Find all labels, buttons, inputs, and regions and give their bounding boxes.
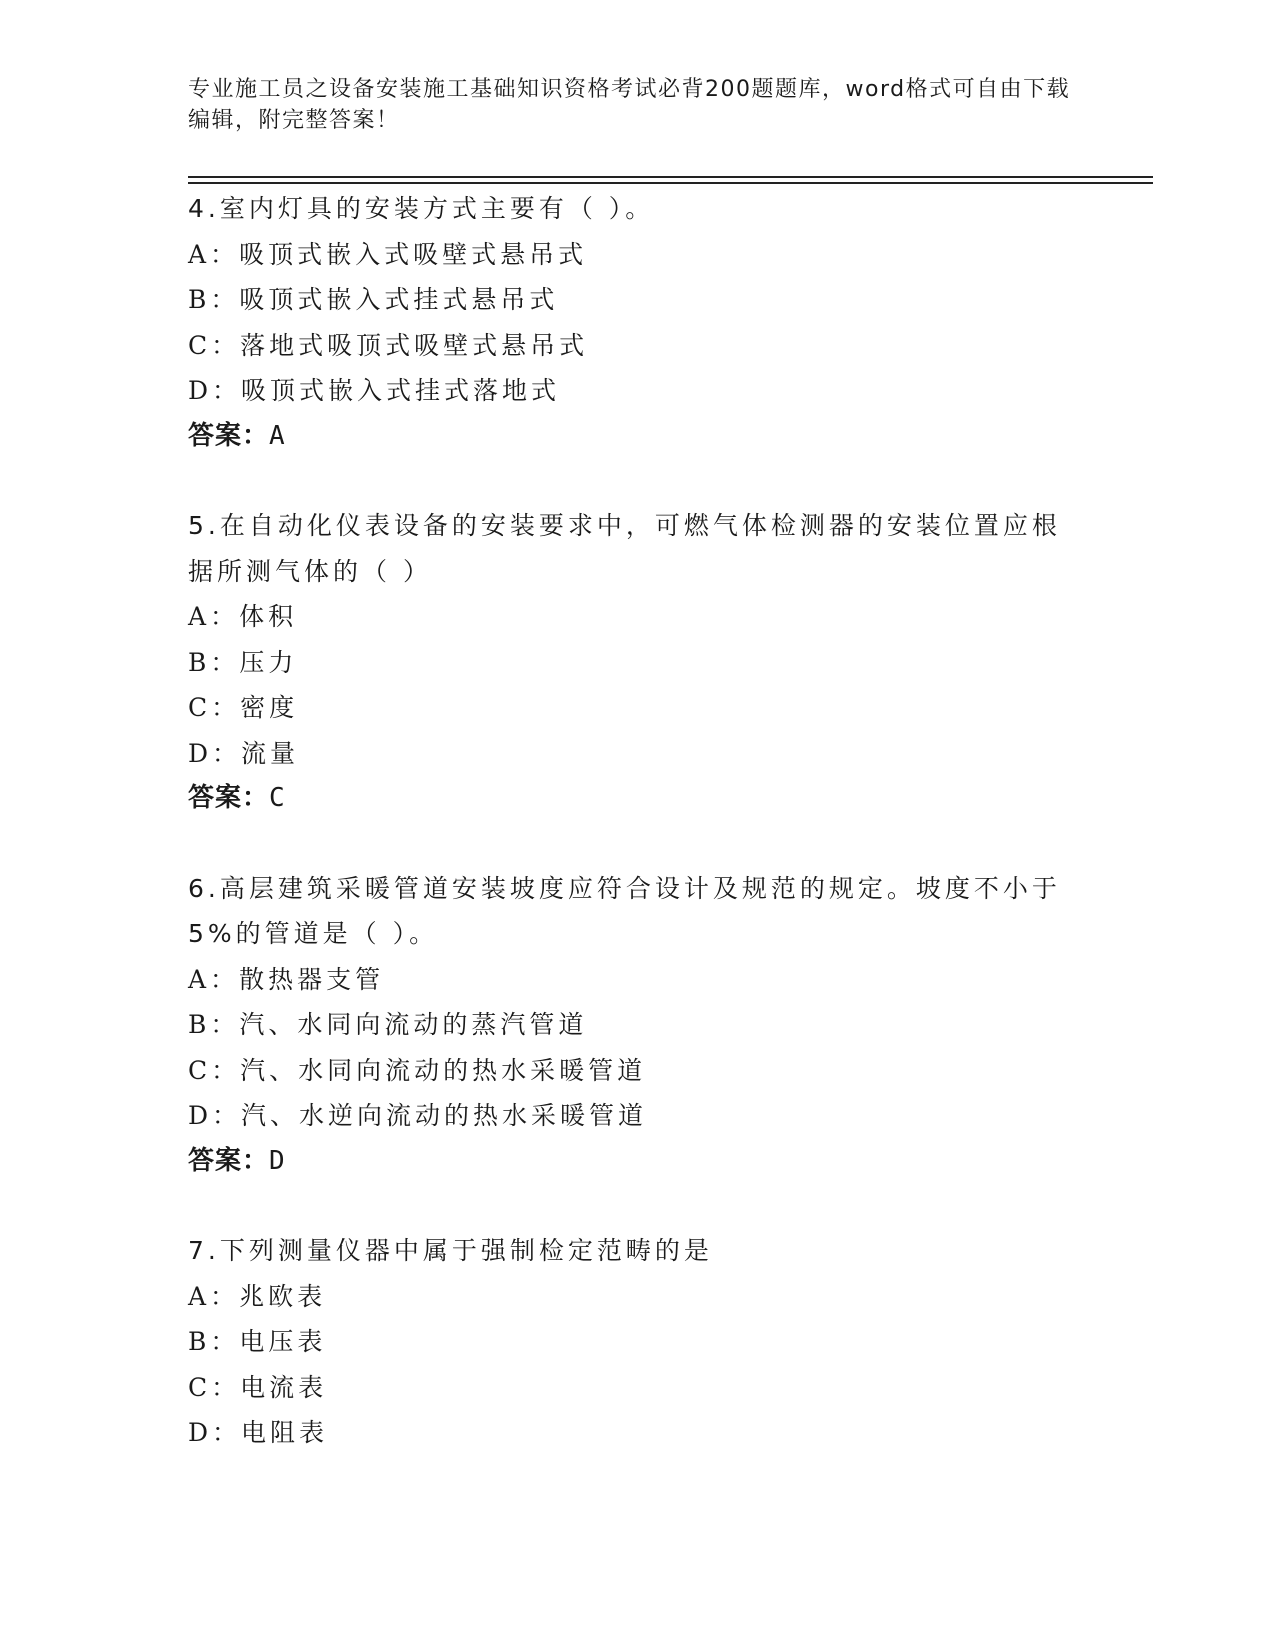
divider-line-bottom [188,182,1153,184]
option-key: C： [188,1055,241,1085]
question-6 [188,866,1068,1185]
option-key: D： [188,1101,242,1130]
option-key: A： [188,239,240,269]
option-b [188,640,1068,686]
question-5 [188,503,1068,822]
option-key: C： [188,330,241,360]
option-text: 密度 [240,693,299,722]
option-c [188,323,1068,369]
option-key: D： [188,376,242,405]
header-divider [188,176,1153,184]
answer-line [188,414,1068,460]
answer-value: A [269,420,286,451]
option-text: 体积 [239,602,298,631]
option-key: A： [188,602,240,631]
header-text: 专业施工员之设备安装施工基础知识资格考试必背200题题库，word格式可自由下载编辑，附完整答案！ [188,77,1071,133]
option-key: C： [188,1372,241,1402]
option-d [188,1410,1068,1456]
option-key: C： [188,693,241,722]
option-d [188,368,1068,414]
option-c [188,1365,1068,1411]
option-text: 汽、水逆向流动的热水采暖管道 [241,1101,648,1130]
option-key: A： [188,964,240,994]
answer-value: C [269,783,286,813]
option-text: 落地式吸顶式吸壁式悬吊式 [240,330,589,360]
option-key: B： [188,1327,240,1356]
option-text: 吸顶式嵌入式挂式落地式 [241,376,561,405]
option-a [188,1274,1068,1320]
option-key: A： [188,1281,240,1311]
question-stem: 4.室内灯具的安装方式主要有（ ）。 [188,194,655,223]
document-header [188,74,1088,136]
option-key: B： [188,285,240,314]
option-a [188,232,1068,278]
option-text: 汽、水同向流动的蒸汽管道 [239,1010,588,1039]
option-d [188,731,1068,777]
answer-label: 答案： [188,783,270,813]
option-text: 兆欧表 [239,1281,327,1311]
option-b [188,1002,1068,1048]
question-list [188,186,1068,1500]
option-d [188,1093,1068,1139]
option-b [188,1319,1068,1365]
question-stem: 6.高层建筑采暖管道安装坡度应符合设计及规范的规定。坡度不小于5%的管道是（ ）。 [188,873,1061,948]
option-text: 电阻表 [241,1418,329,1447]
option-text: 吸顶式嵌入式挂式悬吊式 [239,285,559,314]
question-stem: 7.下列测量仪器中属于强制检定范畴的是 [188,1236,713,1265]
option-b [188,277,1068,323]
option-key: B： [188,647,240,677]
answer-line [188,776,1068,822]
option-a [188,957,1068,1003]
option-text: 汽、水同向流动的热水采暖管道 [240,1055,647,1085]
option-a [188,594,1068,640]
answer-label: 答案： [188,1145,270,1176]
option-text: 流量 [241,738,300,768]
option-text: 电压表 [239,1327,327,1356]
option-key: D： [188,1418,242,1447]
answer-value: D [269,1145,286,1176]
option-key: D： [188,738,242,768]
option-key: B： [188,1010,240,1039]
question-4 [188,186,1068,459]
option-text: 电流表 [240,1372,328,1402]
option-c [188,1048,1068,1094]
option-text: 压力 [239,647,298,677]
option-c [188,685,1068,731]
option-text: 散热器支管 [239,964,385,994]
divider-line-top [188,176,1153,178]
question-stem: 5.在自动化仪表设备的安装要求中，可燃气体检测器的安装位置应根据所测气体的（ ） [188,511,1061,586]
question-7 [188,1228,1068,1456]
answer-label: 答案： [188,420,270,451]
option-text: 吸顶式嵌入式吸壁式悬吊式 [239,239,588,269]
answer-line [188,1139,1068,1185]
